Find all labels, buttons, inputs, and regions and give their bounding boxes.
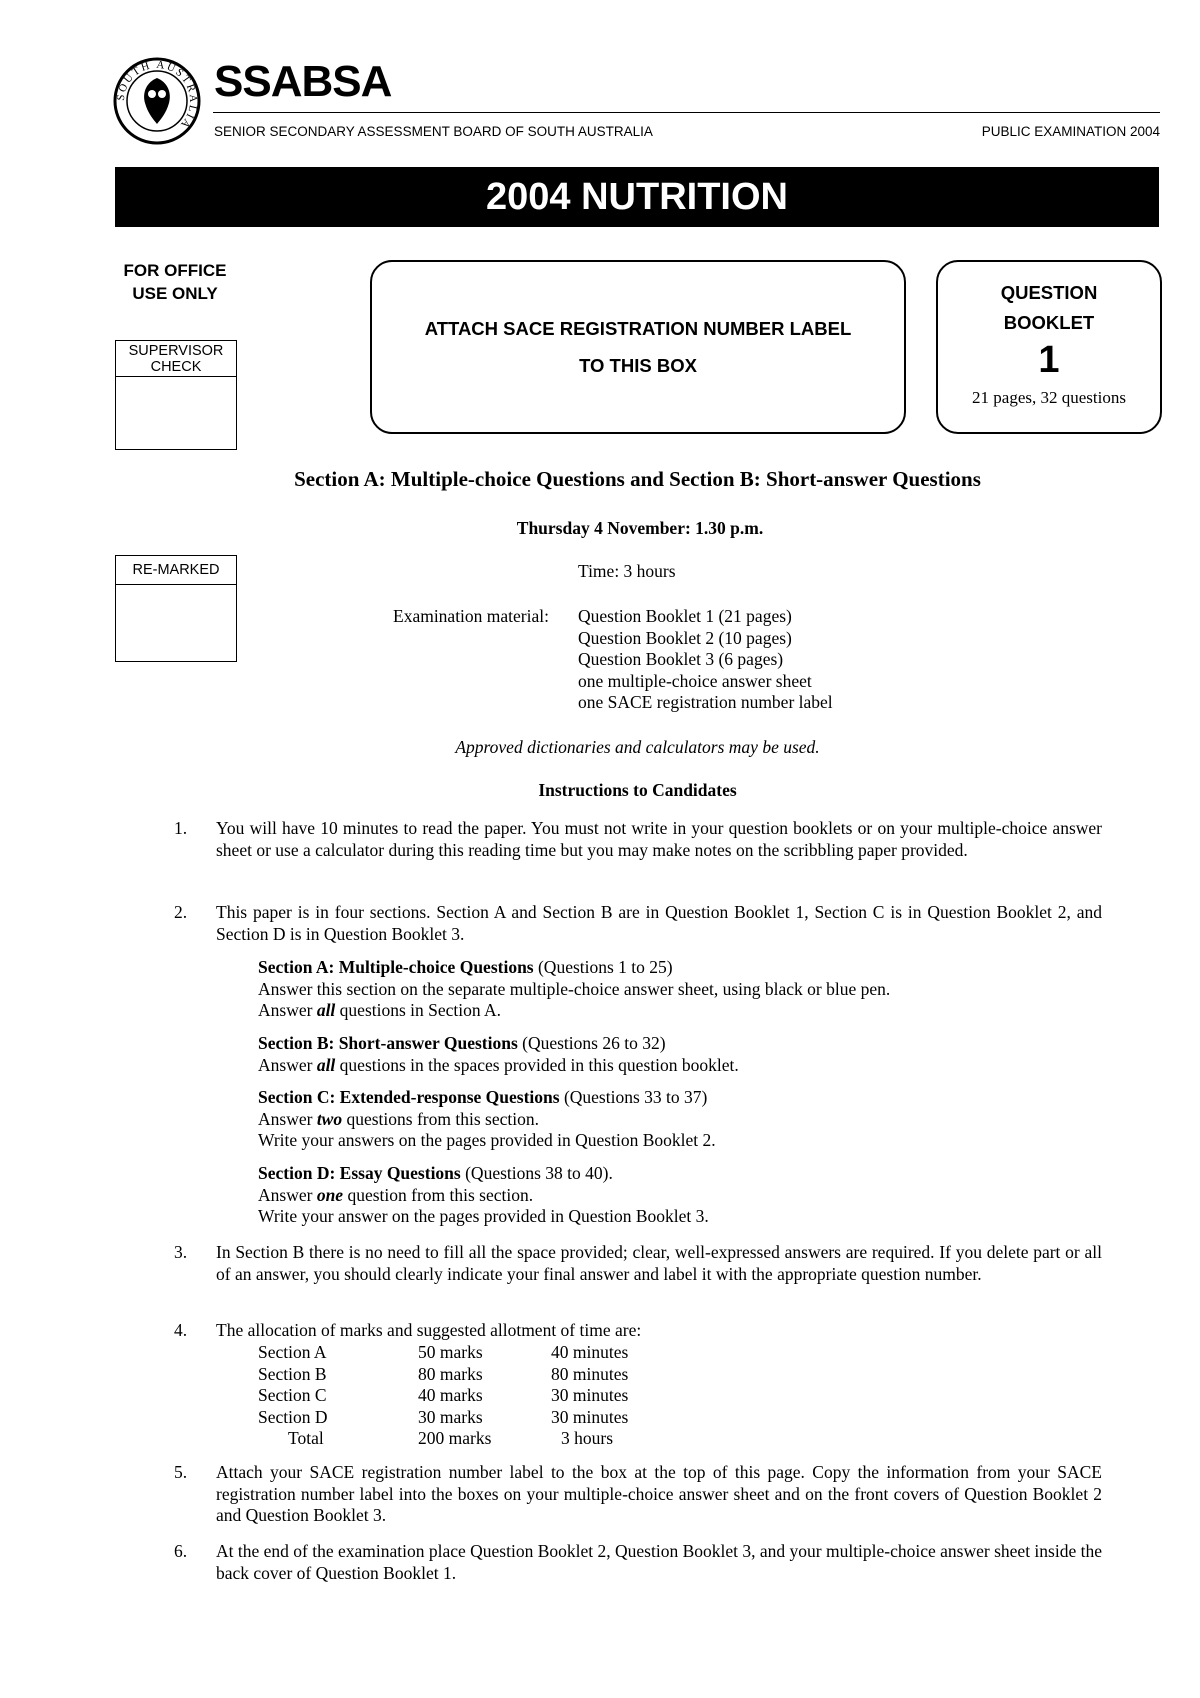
allocation-section: Section A [258,1342,327,1362]
section-emphasis: all [316,1000,336,1021]
section-a-block [258,957,890,1022]
section-line: Answer [258,1184,317,1205]
booklet-label [938,278,1160,338]
approved-note: Approved dictionaries and calculators may be used. [455,737,820,757]
instruction-text: The allocation of marks and suggested allotment of time are: [216,1320,642,1340]
office-use-line1: FOR OFFICE [123,261,227,280]
instruction-text: This paper is in four sections. Section A and Section B are in Question Booklet 1, Section C is in Question Booklet 2, and Section D is in Question Booklet 3. [216,902,1102,944]
label-box-line2: TO THIS BOX [579,355,697,376]
allocation-time: 3 hours [561,1428,614,1449]
section-c-block [258,1087,716,1152]
instruction-text: In Section B there is no need to fill all the space provided; clear, well-expressed answers are required. If you delete part or all of an answer, you should clearly indicate your final answer and label it with the appropriate question number. [216,1242,1102,1284]
allocation-marks: 40 marks [418,1385,483,1406]
section-name: Section A: Multiple-choice Questions [258,957,534,977]
allocation-section: Section C [258,1385,327,1406]
supervisor-check-box[interactable] [115,340,237,450]
allocation-time: 30 minutes [551,1385,629,1406]
section-line: Answer [258,1054,317,1075]
material-item: Question Booklet 1 (21 pages) [578,606,792,626]
question-booklet-box [936,260,1162,434]
seal-text: SOUTH AUSTRALIA [114,58,200,132]
instruction-number: 5. [174,1462,188,1482]
booklet-line2: BOOKLET [1003,312,1095,333]
table-row [258,1385,628,1407]
section-b-block [258,1033,739,1076]
instruction-number: 2. [174,902,188,922]
label-box-line1: ATTACH SACE REGISTRATION NUMBER LABEL [424,318,852,339]
allocation-marks: 200 marks [418,1428,492,1449]
section-emphasis: one [316,1184,344,1205]
section-name: Section D: Essay Questions [258,1163,461,1183]
allocation-section: Total [288,1428,324,1449]
section-emphasis: all [316,1054,336,1075]
registration-label-box[interactable] [370,260,906,434]
section-line: Answer [258,1108,317,1129]
materials-list [578,606,833,714]
section-name: Section B: Short-answer Questions [258,1033,518,1053]
allocation-marks: 30 marks [418,1406,483,1427]
exam-date: Thursday 4 November: 1.30 p.m. [516,518,764,538]
header-rule [213,112,1160,113]
instruction-text: At the end of the examination place Question Booklet 2, Question Booklet 3, and your multiple-choice answer sheet inside the back cover of Question Booklet 1. [216,1541,1102,1583]
section-line: Write your answer on the pages provided in Question Booklet 3. [258,1206,709,1227]
booklet-line1: QUESTION [1000,282,1098,303]
allocation-marks: 80 marks [418,1363,483,1384]
section-range: (Questions 1 to 25) [533,957,673,977]
supervisor-line1: SUPERVISOR [128,343,224,359]
table-row [258,1342,628,1364]
section-range: (Questions 26 to 32) [517,1033,666,1053]
section-line: Answer [258,1000,317,1021]
section-line: questions in the spaces provided in this question booklet. [335,1054,739,1075]
material-item: one multiple-choice answer sheet [578,670,812,691]
supervisor-check-label [116,341,236,377]
section-line: questions from this section. [342,1108,539,1129]
public-exam-label: PUBLIC EXAMINATION 2004 [981,124,1160,139]
re-marked-box[interactable] [115,555,237,662]
section-line: Write your answers on the pages provided in Question Booklet 2. [258,1130,716,1151]
instruction-text: You will have 10 minutes to read the paper. You must not write in your question booklets or on your multiple-choice answer sheet or use a calculator during this reading time but you may make notes on the scribbling paper provided. [216,818,1102,860]
section-title: Section A: Multiple-choice Questions and Section B: Short-answer Questions [294,467,981,491]
instruction-number: 3. [174,1242,188,1262]
table-row [258,1407,628,1429]
ssabsa-seal-logo [112,56,202,146]
exam-title-banner: 2004 NUTRITION [115,167,1159,227]
instruction-number: 6. [174,1541,188,1561]
allocation-section: Section D [258,1406,328,1427]
materials-label: Examination material: [393,606,549,626]
section-line: Answer this section on the separate multiple-choice answer sheet, using black or blue pen. [258,978,891,999]
section-d-block [258,1163,709,1228]
table-row [258,1428,628,1450]
allocation-section: Section B [258,1363,327,1384]
section-line: question from this section. [343,1184,534,1205]
board-name: SENIOR SECONDARY ASSESSMENT BOARD OF SOUTH AUSTRALIA [214,124,653,139]
exam-time: Time: 3 hours [578,561,676,581]
allocation-time: 80 minutes [551,1363,629,1384]
instruction-text: Attach your SACE registration number label to the box at the top of this page. Copy the information from your SACE registration number label into the boxes on your multiple-choice answer sheet and on the front covers of Question Booklet 2 and Question Booklet 3. [216,1462,1102,1526]
material-item: Question Booklet 3 (6 pages) [578,649,784,670]
office-use-label [100,259,250,305]
section-emphasis: two [316,1108,343,1129]
org-name: SSABSA [214,57,392,106]
allocation-time: 40 minutes [551,1342,629,1362]
instruction-number: 1. [174,818,188,838]
table-row [258,1364,628,1386]
booklet-number: 1 [1038,339,1060,381]
instruction-number: 4. [174,1320,188,1340]
supervisor-line2: CHECK [150,359,202,375]
allocation-marks: 50 marks [418,1342,483,1362]
booklet-pages: 21 pages, 32 questions [972,388,1126,407]
section-range: (Questions 38 to 40). [460,1163,613,1183]
instructions-title: Instructions to Candidates [538,780,737,800]
section-name: Section C: Extended-response Questions [258,1087,560,1107]
office-use-line2: USE ONLY [132,284,218,303]
material-item: one SACE registration number label [578,692,833,713]
allocation-time: 30 minutes [551,1406,629,1427]
section-line: questions in Section A. [335,1000,502,1021]
material-item: Question Booklet 2 (10 pages) [578,627,792,648]
re-marked-label: RE-MARKED [116,556,236,585]
allocation-table [258,1342,628,1450]
section-range: (Questions 33 to 37) [559,1087,708,1107]
